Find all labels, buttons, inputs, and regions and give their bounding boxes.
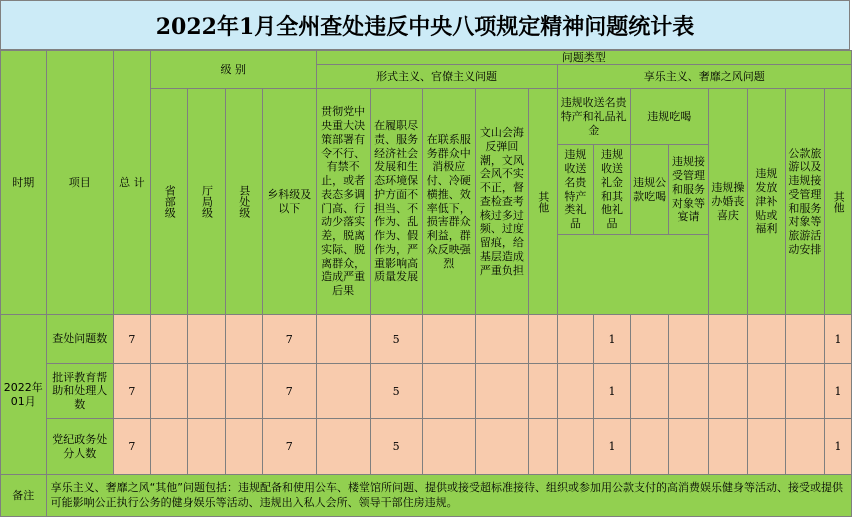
header-issue-type: 问题类型	[316, 51, 851, 65]
cell-gift-2: 1	[594, 315, 631, 364]
header-hedonism: 享乐主义、奢靡之风问题	[557, 65, 851, 89]
cell-formalism-2: 5	[370, 364, 422, 419]
header-item: 项目	[46, 51, 113, 315]
header-gift-col-2: 违规收送礼金和其他礼品	[594, 145, 631, 235]
header-hedonism-col-2: 违规发放津补贴或福利	[748, 89, 786, 315]
row-label: 党纪政务处分人数	[46, 419, 113, 475]
cell-hedonism-other: 1	[825, 364, 852, 419]
statistics-table	[0, 50, 852, 517]
header-dining-group: 违规吃喝	[630, 89, 708, 145]
row-label: 批评教育帮助和处理人数	[46, 364, 113, 419]
cell-formalism-2: 5	[370, 315, 422, 364]
header-dining-col-2: 违规接受管理和服务对象等宴请	[669, 145, 708, 235]
cell-hedonism-other: 1	[825, 315, 852, 364]
cell-formalism-2: 5	[370, 419, 422, 475]
remark-text: 享乐主义、奢靡之风“其他”问题包括：违规配备和使用公车、楼堂馆所问题、提供或接受超标准接待、组织或参加用公款支付的高消费娱乐健身等活动、接受或提供可能影响公正执行公务的健身娱乐等活动、违规出入私人会所、领导干部住房违规。	[46, 475, 851, 517]
page-title: 2022年1月全州查处违反中央八项规定精神问题统计表	[0, 0, 850, 50]
header-filler	[557, 235, 708, 315]
header-level-county: 县处级	[225, 89, 262, 315]
remark-label: 备注	[1, 475, 47, 517]
cell-township: 7	[262, 315, 316, 364]
header-gift-col-1: 违规收送名贵特产类礼品	[557, 145, 594, 235]
table-row	[1, 419, 852, 475]
cell-gift-2: 1	[594, 364, 631, 419]
header-hedonism-col-3: 公款旅游以及违规接受管理和服务对象等旅游活动安排	[785, 89, 824, 315]
row-label: 查处问题数	[46, 315, 113, 364]
header-total: 总 计	[113, 51, 150, 315]
header-formalism-col-4: 文山会海反弹回潮，文风会风不实不正，督查检查考核过多过频、过度留痕，给基层造成严重负担	[475, 89, 528, 315]
header-gift-group: 违规收送名贵特产和礼品礼金	[557, 89, 630, 145]
header-level-bureau: 厅局级	[188, 89, 225, 315]
cell-total: 7	[113, 315, 150, 364]
cell-hedonism-other: 1	[825, 419, 852, 475]
header-dining-col-1: 违规公款吃喝	[630, 145, 668, 235]
header-level-province: 省部级	[151, 89, 188, 315]
header-level: 级 别	[151, 51, 317, 89]
cell-township: 7	[262, 419, 316, 475]
table-row	[1, 364, 852, 419]
header-formalism-col-3: 在联系服务群众中消极应付、冷硬横推、效率低下，损害群众利益，群众反映强烈	[422, 89, 475, 315]
period-cell: 2022年01月	[1, 315, 47, 475]
header-hedonism-col-1: 违规操办婚丧喜庆	[708, 89, 747, 315]
header-formalism-other: 其他	[528, 89, 557, 315]
header-period: 时期	[1, 51, 47, 315]
cell-total: 7	[113, 364, 150, 419]
header-formalism: 形式主义、官僚主义问题	[316, 65, 557, 89]
header-level-township: 乡科级及以下	[262, 89, 316, 315]
header-formalism-col-1: 贯彻党中央重大决策部署有令不行、有禁不止，或者表态多调门高、行动少落实差，脱离实际、脱离群众，造成严重后果	[316, 89, 370, 315]
cell-gift-2: 1	[594, 419, 631, 475]
cell-township: 7	[262, 364, 316, 419]
cell-total: 7	[113, 419, 150, 475]
header-hedonism-other: 其他	[825, 89, 852, 315]
header-formalism-col-2: 在履职尽责、服务经济社会发展和生态环境保护方面不担当、不作为、乱作为、假作为，严重影响高质量发展	[370, 89, 422, 315]
table-row	[1, 315, 852, 364]
